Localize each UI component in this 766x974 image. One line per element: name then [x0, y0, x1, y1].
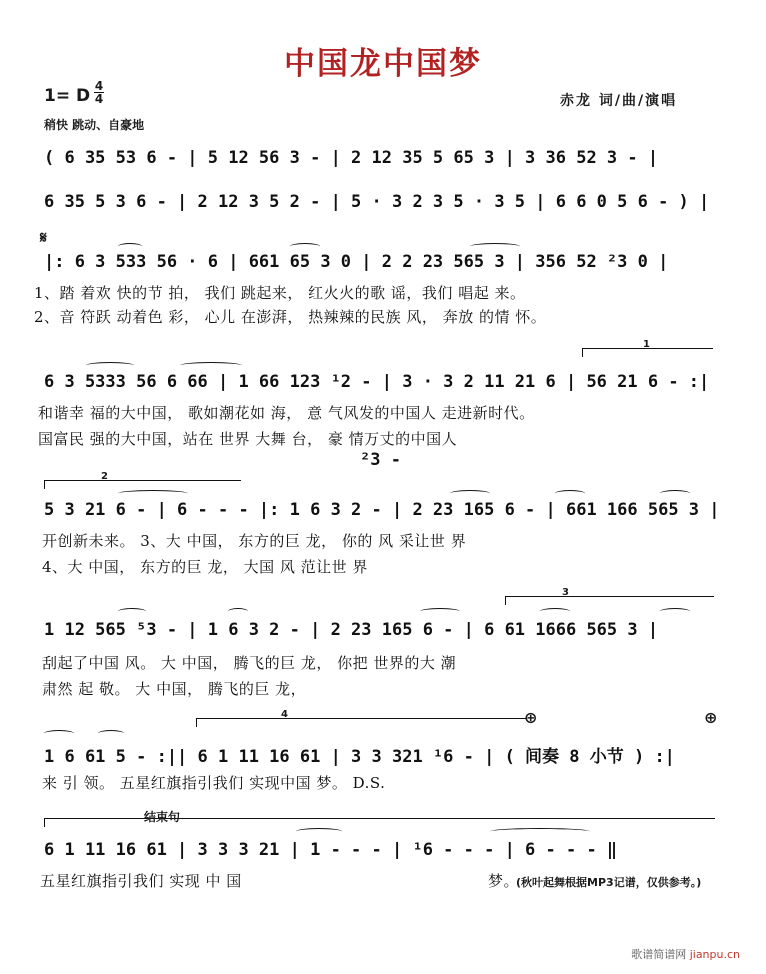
lyrics-row-5-verse-2: 4、大 中国， 东方的巨 龙， 大国 风 范让世 界 — [42, 558, 368, 576]
lyrics-row-8-end: 梦。 — [488, 872, 520, 890]
lyrics-row-6-verse-1: 刮起了中国 风。 大 中国， 腾飞的巨 龙， 你把 世界的大 潮 — [42, 654, 457, 672]
watermark-site: 歌谱简谱网 — [631, 948, 687, 961]
volta-bracket-3: 3 — [505, 596, 714, 605]
slur-mark — [660, 608, 690, 615]
tie-mark — [490, 828, 590, 835]
slur-mark — [296, 828, 342, 835]
slur-mark — [540, 608, 570, 615]
lyrics-row-4-verse-1: 和谐幸 福的大中国， 歌如潮花如 海， 意 气风发的中国人 走进新时代。 — [38, 404, 535, 422]
lyrics-row-6-verse-2: 肃然 起 敬。 大 中国， 腾飞的巨 龙， — [42, 680, 307, 698]
watermark — [631, 946, 740, 962]
time-signature-bottom: 4 — [94, 92, 104, 106]
slur-mark — [44, 730, 74, 737]
slur-mark — [118, 608, 146, 615]
time-signature — [94, 80, 104, 105]
slur-mark — [86, 362, 134, 369]
volta-bracket-4: 4 — [196, 718, 527, 727]
song-title: 中国龙中国梦 — [284, 46, 482, 82]
credit-line: 赤龙 词/曲/演唱 — [560, 93, 678, 109]
lyrics-row-5-verse-1: 开创新未来。 3、大 中国， 东方的巨 龙， 你的 风 采让世 界 — [42, 532, 467, 550]
tempo-marking: 稍快 跳动、自豪地 — [44, 118, 145, 132]
coda-icon: ⊕ — [704, 708, 718, 727]
alternate-ending-note: ²3 - — [360, 450, 401, 470]
slur-mark — [450, 490, 490, 497]
slur-mark — [118, 243, 142, 250]
lyrics-row-7: 来 引 领。 五星红旗指引我们 实现中国 梦。 D.S. — [42, 774, 386, 792]
slur-mark — [555, 490, 585, 497]
volta-bracket-1: 1 — [582, 348, 713, 357]
slur-mark — [180, 362, 242, 369]
key-signature: 1= D — [44, 86, 91, 106]
transcription-note: (秋叶起舞根据MP3记谱，仅供参考。) — [516, 876, 702, 889]
score-row-1: ( 6 35 53 6 - | 5 12 56 3 - | 2 12 35 5 65 3 | 3 36 52 3 - | — [44, 148, 659, 168]
coda-icon: ⊕ — [524, 708, 538, 727]
slur-mark — [470, 243, 520, 250]
score-row-6: 1 12 565 ⁵3 - | 1 6 3 2 - | 2 23 165 6 - | 6 61 1666 565 3 | — [44, 620, 659, 640]
lyrics-row-3-verse-2: 2、音 符跃 动着色 彩， 心儿 在澎湃， 热辣辣的民族 风， 奔放 的情 怀。 — [34, 308, 547, 326]
score-row-7: 1 6 61 5 - :|| 6 1 11 16 61 | 3 3 321 ¹6 - | ( 间奏 8 小节 ) :| — [44, 747, 675, 767]
score-row-4: 6 3 5333 56 6 66 | 1 66 123 ¹2 - | 3 · 3 2 11 21 6 | 56 21 6 - :| — [44, 372, 710, 392]
ending-section-label: 结束句 — [144, 810, 181, 824]
slur-mark — [660, 490, 690, 497]
lyrics-row-4-verse-2: 国富民 强的大中国，站在 世界 大舞 台， 豪 情万丈的中国人 — [38, 430, 458, 448]
score-row-2: 6 35 5 3 6 - | 2 12 3 5 2 - | 5 · 3 2 3 5 · 3 5 | 6 6 0 5 6 - ) | — [44, 192, 710, 212]
slur-mark — [420, 608, 460, 615]
lyrics-row-8: 五星红旗指引我们 实现 中 国 — [40, 872, 242, 890]
score-row-3: |: 6 3 533 56 · 6 | 661 65 3 0 | 2 2 23 565 3 | 356 52 ²3 0 | — [44, 252, 669, 272]
slur-mark — [290, 243, 320, 250]
slur-mark — [98, 730, 124, 737]
slur-mark — [228, 608, 248, 615]
score-row-5: 5 3 21 6 - | 6 - - - |: 1 6 3 2 - | 2 23 165 6 - | 661 166 565 3 | — [44, 500, 720, 520]
time-signature-top: 4 — [94, 79, 104, 93]
volta-bracket-2: 2 — [44, 480, 241, 489]
segno-icon: 𝄋 — [40, 228, 47, 247]
score-row-8: 6 1 11 16 61 | 3 3 3 21 | 1 - - - | ¹6 - - - | 6 - - - ‖ — [44, 840, 618, 860]
watermark-domain: jianpu.cn — [689, 948, 740, 961]
lyrics-row-3-verse-1: 1、踏 着欢 快的节 拍， 我们 跳起来， 红火火的歌 谣，我们 唱起 来。 — [34, 284, 526, 302]
slur-mark — [118, 490, 188, 497]
